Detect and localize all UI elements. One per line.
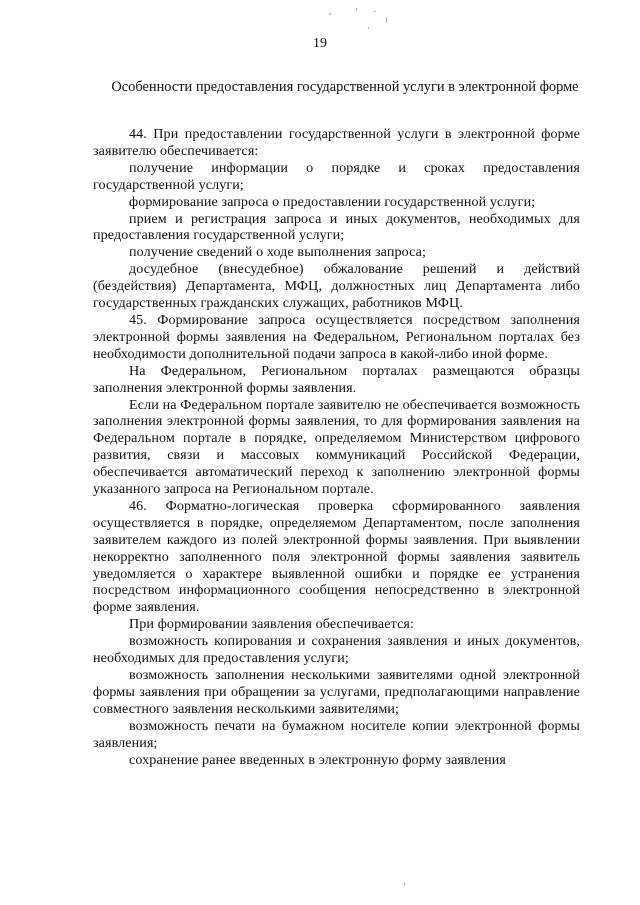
paragraph-multiple-applicants: возможность заполнения несколькими заявителями одной электронной формы заявления при обращении за услугами, предполагающими направление совместного заявления несколькими заявителями; (93, 667, 580, 717)
scan-speck (368, 27, 369, 29)
paragraph-saved-values: сохранение ранее введенных в электронную форму заявления (129, 751, 506, 768)
paragraph-service-info: получение информации о порядке и сроках предоставления государственной услуги; (93, 159, 580, 193)
scan-speck (374, 11, 376, 12)
paragraph-status-info: получение сведений о ходе выполнения запроса; (129, 244, 427, 261)
paragraph-request-registration: прием и регистрация запроса и иных документов, необходимых для предоставления государственной услуги; (93, 210, 580, 244)
paragraph-copy-save: возможность копирования и сохранения заявления и иных документов, необходимых для предоставления услуги; (93, 633, 580, 667)
document-body (93, 126, 580, 768)
scan-speck (329, 13, 331, 15)
paragraph-form-provides: При формировании заявления обеспечивается: (129, 616, 415, 633)
scan-speck (356, 8, 357, 11)
scan-speck (404, 883, 405, 886)
paragraph-45: 45. Формирование запроса осуществляется посредством заполнения электронной формы заявления на Федеральном, Региональном порталах без необходимости дополнительной подачи запроса в какой-либо иной форме. (93, 311, 580, 362)
paragraph-46: 46. Форматно-логическая проверка сформированного заявления осуществляется в порядке, определяемом Департаментом, после заполнения заявителем каждого из полей электронной формы заявления. При выявлении некорректно заполненного поля электронной формы заявления заявитель уведомляется о характере выявленной ошибки и порядке ее устранения посредством информационного сообщения непосредственно в электронной форме заявления. (93, 497, 580, 616)
section-title: Особенности предоставления государственной услуги в электронной форме (111, 79, 579, 95)
paragraph-request-forming: формирование запроса о предоставлении государственной услуги; (129, 193, 536, 210)
paragraph-form-samples: На Федеральном, Региональном порталах размещаются образцы заполнения электронной формы заявления. (93, 362, 580, 396)
page-number: 19 (313, 36, 327, 51)
scan-speck (386, 17, 387, 23)
paragraph-print-copy: возможность печати на бумажном носителе копии электронной формы заявления; (93, 717, 580, 751)
paragraph-regional-portal: Если на Федеральном портале заявителю не обеспечивается возможность заполнения электронной формы заявления, то для формирования заявления на Федеральном портале в порядке, определяемом Министерством цифрового развития, связи и массовых коммуникаций Российской Федерации, обеспечивается автоматический переход к заполнению электронной формы указанного запроса на Региональном портале. (93, 396, 580, 498)
paragraph-44-intro: 44. При предоставлении государственной услуги в электронной форме заявителю обеспечивается: (93, 126, 580, 159)
paragraph-appeal: досудебное (внесудебное) обжалование решений и действий (бездействия) Департамента, МФЦ, должностных лиц Департамента либо государственных гражданских служащих, работников МФЦ. (93, 261, 580, 312)
